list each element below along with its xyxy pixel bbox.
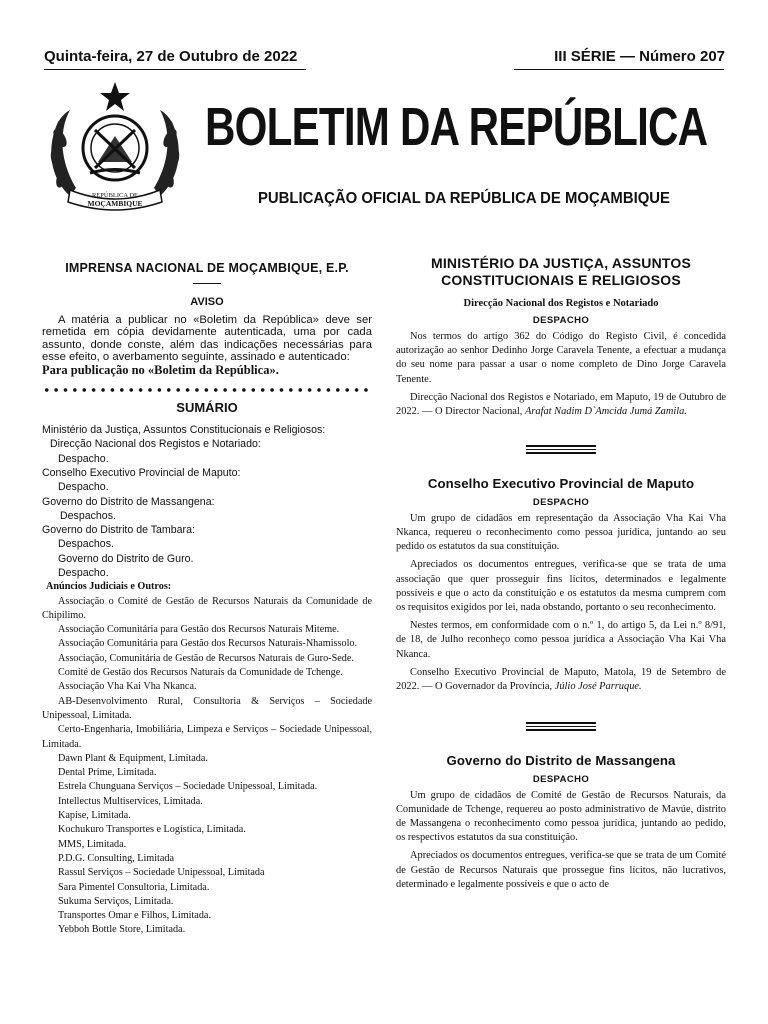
list-item: Despacho.	[58, 481, 109, 494]
despacho-label: DESPACHO	[532, 315, 590, 326]
date-underline	[44, 69, 306, 70]
list-item: Ministério da Justiça, Assuntos Constitucionais e Religiosos:	[42, 424, 326, 437]
list-item: MMS, Limitada.	[58, 838, 127, 850]
direccao-heading: Direcção Nacional dos Registos e Notariado	[463, 298, 659, 309]
list-item: Despachos.	[58, 538, 114, 551]
list-item: Comité de Gestão dos Recursos Naturais da Comunidade de Tchenge.	[58, 667, 343, 679]
list-item: Estrela Chunguana Serviços – Sociedade Unipessoal, Limitada.	[58, 781, 318, 793]
publication-date: Quinta-feira, 27 de Outubro de 2022	[44, 48, 298, 65]
list-item: Dental Prime, Limitada.	[58, 767, 157, 779]
newspaper-title: BOLETIM DA REPÚBLICA	[205, 97, 708, 157]
paragraph: Um grupo de cidadãos de Comité de Gestão de Recursos Naturais, da Comunidade de Tchenge, requereu ao posto administrativo de Mavúe, distrito de Massangena o reconhecimento como pessoa jurídica, juntando ao pedido, os respectivos estatutos da sua constituição.	[396, 789, 726, 844]
list-item: Intellectus Multiservices, Limitada.	[58, 795, 203, 807]
sumario-list	[42, 423, 372, 938]
sumario-title: SUMÁRIO	[176, 400, 238, 416]
aviso-body	[42, 314, 372, 376]
emblem-text-1: REPÚBLICA DE	[91, 192, 139, 199]
list-item: Despacho.	[58, 452, 109, 465]
list-item: Certo-Engenharia, Imobiliária, Limpeza e Serviços – Sociedade Unipessoal, Limitada.	[42, 724, 372, 750]
paragraph: Apreciados os documentos entregues, verifica-se que se trata de um Comité de Gestão de Recursos Naturais que prossegue fins lícitos, não lucrativos, determinado e legalmente possíveis e que o acto de	[396, 850, 726, 890]
aviso-title: AVISO	[190, 296, 224, 308]
aviso-text: A matéria a publicar no «Boletim da República» deve ser remetida em cópia devidamente autenticada, uma por cada assunto, donde conste, além das indicações necessárias para esse efeito, o averbamento seguinte, assinado e autenticado:	[42, 314, 372, 364]
paragraph: Um grupo de cidadãos em representação da Associação Vha Kai Vha Nkanca, requereu o reconhecimento como pessoa jurídica, juntando ao seu pedido os estatutos da sua constituição.	[396, 512, 726, 553]
ministry-heading	[396, 255, 726, 289]
list-item: Kapise, Limitada.	[58, 810, 131, 822]
list-item: Transportes Omar e Filhos, Limitada.	[58, 910, 211, 922]
newspaper-subtitle: PUBLICAÇÃO OFICIAL DA REPÚBLICA DE MOÇAMBIQUE	[258, 190, 670, 207]
list-item: Yebboh Bottle Store, Limitada.	[58, 924, 186, 936]
paragraph: Apreciados os documentos entregues, verifica-se que se trata de uma associação que quer prosseguir fins lícitos, determinados e legalmente possíveis e que o acto da constituição e os estatutos da mesma cumprem com os requisitos exigidos por lei, nada obstando, portanto o seu reconhecimento.	[396, 559, 726, 613]
list-item: Anúncios Judiciais e Outros:	[46, 581, 172, 593]
list-item: Rassul Serviços – Sociedade Unipessoal, Limitada	[58, 867, 265, 879]
dotted-separator	[42, 386, 372, 394]
imprensa-heading: IMPRENSA NACIONAL DE MOÇAMBIQUE, E.P.	[65, 261, 349, 275]
conselho-heading: Conselho Executivo Provincial de Maputo	[427, 475, 695, 491]
ministry-line-2: CONSTITUCIONAIS E RELIGIOSOS	[441, 272, 681, 288]
list-item: Governo do Distrito de Tambara:	[42, 524, 195, 537]
heading-rule	[193, 283, 221, 284]
series-number: III SÉRIE — Número 207	[554, 48, 725, 65]
massangena-heading: Governo do Distrito de Massangena	[446, 752, 676, 768]
paragraph: Nos termos do artigo 362 do Código do Registo Civil, é concedida autorização ao senhor Dedinho Jorge Caravela Tenente, a efectuar a mudança do seu nome para passar a usar o nome completo de Dino Jorge Caravela Tenente.	[396, 331, 726, 385]
coat-of-arms-emblem	[40, 78, 190, 218]
list-item: Governo do Distrito de Guro.	[58, 552, 194, 565]
list-item: Sara Pimentel Consultoria, Limitada.	[58, 881, 210, 893]
despacho-label: DESPACHO	[532, 773, 590, 785]
list-item: Associação, Comunitária de Gestão de Recursos Naturais de Guro-Sede.	[58, 652, 354, 664]
right-column	[396, 255, 726, 892]
list-item: P.D.G. Consulting, Limitada	[58, 852, 175, 864]
list-item: Associação Comunitária para Gestão dos Recursos Naturais Miteme.	[58, 624, 340, 636]
list-item: Despacho.	[58, 567, 109, 579]
list-item: Governo do Distrito de Massangena:	[42, 495, 215, 508]
list-item: Kochukuro Transportes e Logística, Limitada.	[58, 824, 246, 836]
paragraph	[396, 666, 726, 694]
paragraph	[396, 391, 726, 419]
list-item: Direcção Nacional dos Registos e Notariado:	[50, 438, 261, 451]
ministry-line-1: MINISTÉRIO DA JUSTIÇA, ASSUNTOS	[430, 255, 692, 271]
section-separator	[526, 445, 596, 454]
paragraph: Nestes termos, em conformidade com o n.º 1, do artigo 5, da Lei n.º 8/91, de 18, de Julho reconheço como pessoa jurídica a Associação Vha Kai Vha Nkanca.	[396, 620, 726, 660]
series-underline	[514, 69, 724, 70]
section-separator	[526, 722, 596, 731]
list-item: Sukuma Serviços, Limitada.	[58, 895, 174, 907]
list-item: Associação o Comité de Gestão de Recursos Naturais da Comunidade de Chipilimo.	[42, 595, 372, 621]
signature: Júlio José Parruque.	[554, 680, 642, 692]
list-item: AB-Desenvolvimento Rural, Consultoria & Serviços – Sociedade Unipessoal, Limitada.	[42, 695, 372, 721]
list-item: Despachos.	[60, 509, 116, 522]
aviso-bold-text: Para publicação no «Boletim da República».	[42, 362, 279, 377]
list-item: Dawn Plant & Equipment, Limitada.	[58, 752, 208, 764]
emblem-text-2: MOÇAMBIQUE	[87, 199, 143, 208]
despacho-label: DESPACHO	[532, 496, 590, 508]
signature: Arafat Nadim D`Amcida Jumá Zamila.	[525, 406, 687, 418]
paragraph-text: Conselho Executivo Provincial de Maputo, Matola, 19 de Setembro de 2022. — O Governador da Província,	[396, 666, 726, 692]
list-item: Associação Comunitária para Gestão dos Recursos Naturais-Nhamissolo.	[58, 638, 358, 650]
left-column	[42, 258, 372, 938]
paragraph-text: Direcção Nacional dos Registos e Notariado, em Maputo, 19 de Outubro de 2022. — O Director Nacional,	[396, 391, 726, 418]
list-item: Conselho Executivo Provincial de Maputo:	[42, 466, 241, 479]
list-item: Associação Vha Kai Vha Nkanca.	[58, 681, 197, 693]
